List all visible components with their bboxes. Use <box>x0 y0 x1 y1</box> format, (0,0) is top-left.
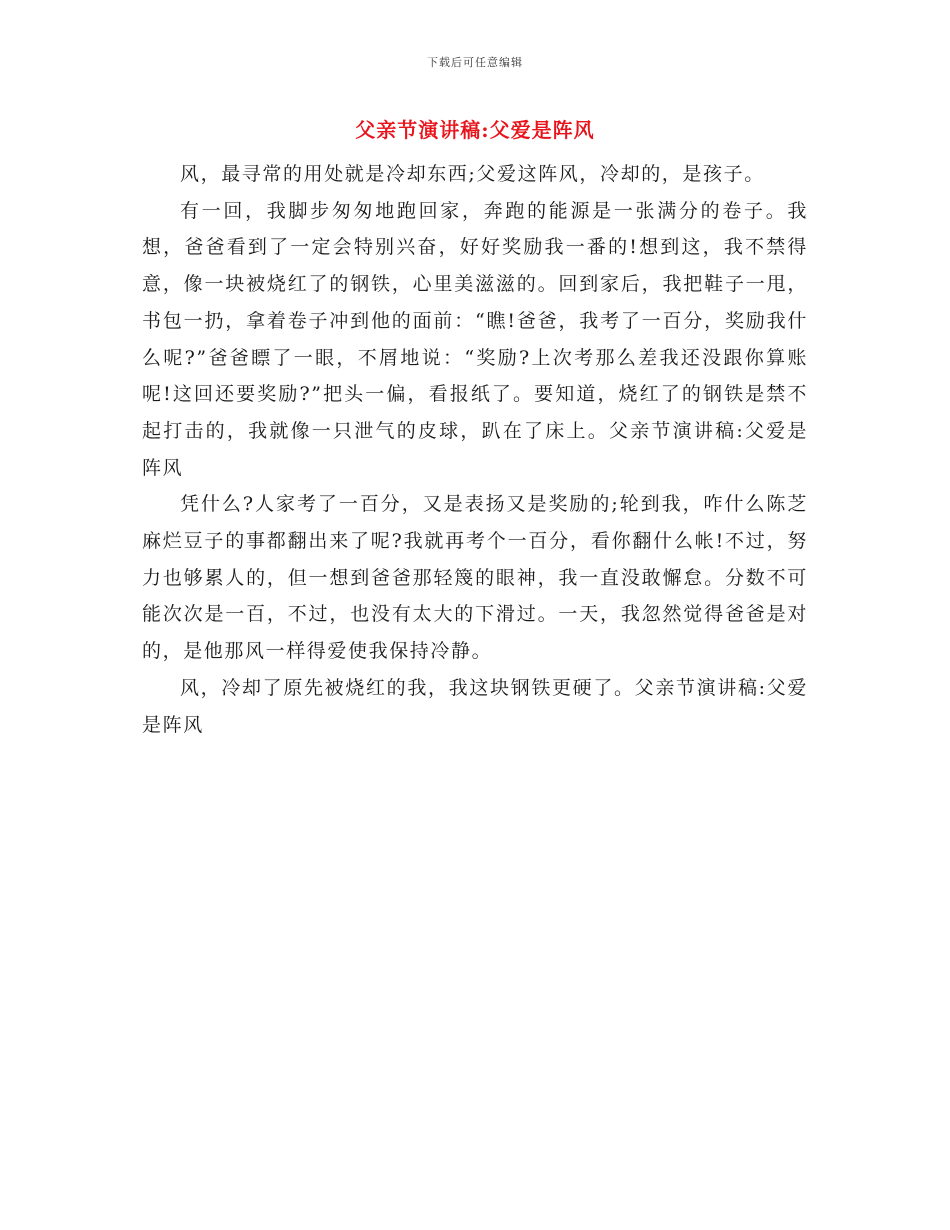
paragraph-2: 有一回，我脚步匆匆地跑回家，奔跑的能源是一张满分的卷子。我想，爸爸看到了一定会特别兴奋，好好奖励我一番的!想到这，我不禁得意，像一块被烧红了的钢铁，心里美滋滋的。回到家后，我把鞋子一甩，书包一扔，拿着卷子冲到他的面前：“瞧!爸爸，我考了一百分，奖励我什么呢?”爸爸瞟了一眼，不屑地说：“奖励?上次考那么差我还没跟你算账呢!这回还要奖励?”把头一偏，看报纸了。要知道，烧红了的钢铁是禁不起打击的，我就像一只泄气的皮球，趴在了床上。父亲节演讲稿:父爱是阵风 <box>142 199 808 479</box>
page-header-note: 下载后可任意编辑 <box>427 56 523 69</box>
paragraph-4: 风，冷却了原先被烧红的我，我这块钢铁更硬了。父亲节演讲稿:父爱是阵风 <box>142 676 808 736</box>
document-title: 父亲节演讲稿:父爱是阵风 <box>355 118 595 142</box>
paragraph-1: 风，最寻常的用处就是冷却东西;父爱这阵风，冷却的，是孩子。 <box>180 163 765 185</box>
paragraph-3: 凭什么?人家考了一百分，又是表扬又是奖励的;轮到我，咋什么陈芝麻烂豆子的事都翻出来了呢?我就再考个一百分，看你翻什么帐!不过，努力也够累人的，但一想到爸爸那轻篾的眼神，我一直没敢懈怠。分数不可能次次是一百，不过，也没有太大的下滑过。一天，我忽然觉得爸爸是对的，是他那风一样得爱使我保持冷静。 <box>142 493 808 663</box>
document-body <box>142 156 808 743</box>
